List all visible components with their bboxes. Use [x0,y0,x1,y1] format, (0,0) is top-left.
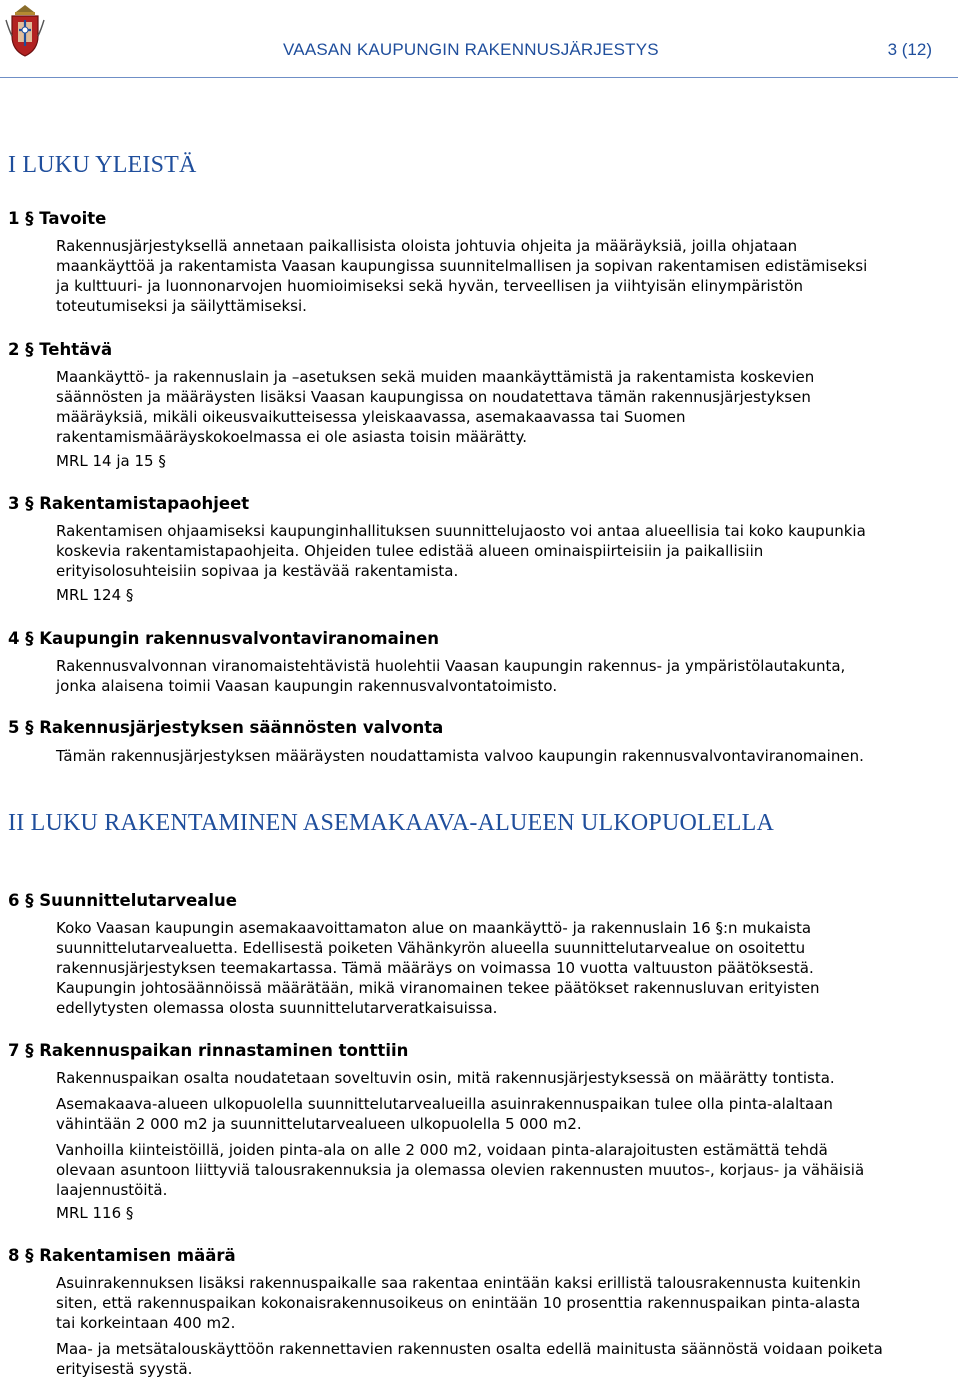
page-number: 3 (12) [887,40,932,59]
section-8-heading: 8 § Rakentamisen määrä [8,1246,236,1265]
section-2-text: Maankäyttö- ja rakennuslain ja –asetuksen sekä muiden maankäyttämistä ja rakentamista koskevien säännösten ja määräysten lisäksi Vaasan kaupungissa on noudatettava tämän rakennusjärjestyksen määräyksiä, mikäli oikeusvaikutteisessa yleiskaavassa, asemakaavassa tai Suomen rakentamismääräyskokoelmassa ei ole asiasta toisin määrätty. [56,368,815,446]
section-3-reference: MRL 124 § [56,586,134,604]
coat-of-arms-icon [4,2,46,62]
page-header [0,0,960,80]
document-title: VAASAN KAUPUNGIN RAKENNUSJÄRJESTYS [283,40,659,59]
section-7-reference: MRL 116 § [56,1204,134,1222]
section-8-text: Asuinrakennuksen lisäksi rakennuspaikalle saa rakentaa enintään kaksi erillistä talousrakennusta kuitenkin siten, että rakennuspaikan kokonaisrakennusoikeus on enintään 10 prosenttia rakennuspaikan pinta-alasta tai korkeintaan 400 m2. Maa- ja metsätalouskäyttöön rakennettavien rakennusten osalta edellä mainitusta säännöstä voidaan poiketa erityisestä syystä. [56,1274,883,1378]
section-4-heading: 4 § Kaupungin rakennusvalvontaviranomainen [8,629,440,648]
section-6-heading: 6 § Suunnittelutarvealue [8,891,237,910]
section-6-text: Koko Vaasan kaupungin asemakaavoittamaton alue on maankäyttö- ja rakennuslain 16 §:n mukaista suunnittelutarvealuetta. Edellisestä poiketen Vähänkyrön alueella suunnittelutarvealue on osoitettu rakennusjärjestyksen teemakartassa. Tämä määräys on voimassa 10 vuotta valtuuston päätöksestä. Kaupungin johtosäännöissä määrätään, mikä viranomainen tekee päätökset rakennusluvan erityisten edellytysten olemassa olosta suunnittelutarveratkaisuissa. [56,919,820,1017]
section-5-text: Tämän rakennusjärjestyksen määräysten noudattamista valvoo kaupungin rakennusvalvontaviranomainen. [56,747,864,765]
section-2-heading: 2 § Tehtävä [8,340,113,359]
section-3-text: Rakentamisen ohjaamiseksi kaupunginhallituksen suunnittelujaosto voi antaa alueellisia tai koko kaupunkia koskevia rakentamistapaohjeita. Ohjeiden tulee edistää alueen ominaispiirteisiin ja paikallisiin erityisolosuhteisiin sopivaa ja kestävää rakentamista. [56,522,866,580]
section-5-heading: 5 § Rakennusjärjestyksen säännösten valvonta [8,718,444,737]
section-1-heading: 1 § Tavoite [8,209,107,228]
section-1-text: Rakennusjärjestyksellä annetaan paikallisista oloista johtuvia ohjeita ja määräyksiä, joilla ohjataan maankäyttöä ja rakentamista Vaasan kaupungissa suunnitelmallisen ja sopivan rakentamisen edistämiseksi ja kulttuuri- ja luonnonarvojen huomioimiseksi sekä hyvän, terveellisen ja viihtyisän elinympäristön toteutumiseksi ja säilyttämiseksi. [56,237,868,315]
section-7-heading: 7 § Rakennuspaikan rinnastaminen tonttiin [8,1041,409,1060]
chapter-2-title: II LUKU RAKENTAMINEN ASEMAKAAVA-ALUEEN ULKOPUOLELLA [8,810,775,836]
section-2-reference: MRL 14 ja 15 § [56,452,166,470]
section-3-heading: 3 § Rakentamistapaohjeet [8,494,250,513]
section-4-text: Rakennusvalvonnan viranomaistehtävistä huolehtii Vaasan kaupungin rakennus- ja ympäristölautakunta, jonka alaisena toimii Vaasan kaupungin rakennusvalvontatoimisto. [56,657,846,695]
header-divider [0,77,958,78]
chapter-1-title: I LUKU YLEISTÄ [8,152,197,178]
section-7-text: Rakennuspaikan osalta noudatetaan soveltuvin osin, mitä rakennusjärjestyksessä on määrätty tontista. Asemakaava-alueen ulkopuolella suunnittelutarvealueilla asuinrakennuspaikan tulee olla pinta-alaltaan vähintään 2 000 m2 ja suunnittelutarvealueen ulkopuolella 5 000 m2. Vanhoilla kiinteistöillä, joiden pinta-ala on alle 2 000 m2, voidaan pinta-alarajoitusten estämättä tehdä olevaan asuntoon liittyviä talousrakennuksia ja olemassa olevien rakennusten muutos-, korjaus- ja vähäisiä laajennustöitä. [56,1069,865,1199]
